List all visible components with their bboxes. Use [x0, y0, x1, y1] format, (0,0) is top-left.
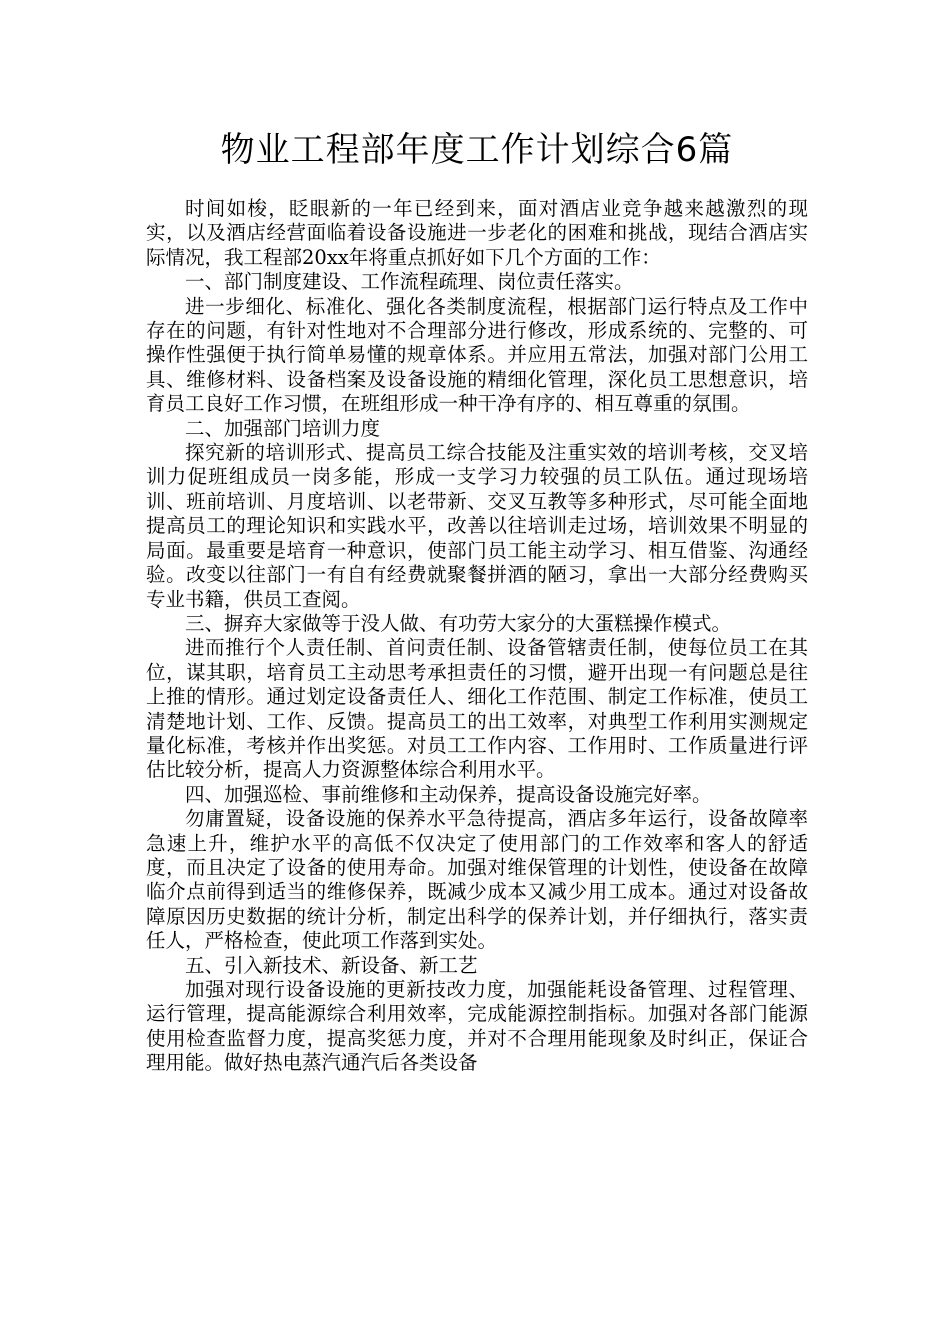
section-heading-4: 四、加强巡检、事前维修和主动保养，提高设备设施完好率。: [185, 782, 712, 806]
paragraph-section-2: 探究新的培训形式、提高员工综合技能及注重实效的培训考核，交叉培训力促班组成员一岗多能，形成一支学习力较强的员工队伍。通过现场培训、班前培训、月度培训、以老带新、交叉互教等多种形式，尽可能全面地提高员工的理论知识和实践水平，改善以往培训走过场，培训效果不明显的局面。最重要是培育一种意识，使部门员工能主动学习、相互借鉴、沟通经验。改变以往部门一有自有经费就聚餐拼酒的陋习，拿出一大部分经费购买专业书籍，供员工查阅。: [146, 441, 808, 611]
section-heading-1: 一、部门制度建设、工作流程疏理、岗位责任落实。: [185, 270, 634, 294]
section-heading-3: 三、摒弃大家做等于没人做、有功劳大家分的大蛋糕操作模式。: [185, 611, 732, 635]
paragraph-section-3: 进而推行个人责任制、首问责任制、设备管辖责任制，使每位员工在其位，谋其职，培育员工主动思考承担责任的习惯，避开出现一有问题总是往上推的情形。通过划定设备责任人、细化工作范围、制定工作标准，使员工清楚地计划、工作、反馈。提高员工的出工效率，对典型工作利用实测规定量化标准，考核并作出奖惩。对员工工作内容、工作用时、工作质量进行评估比较分析，提高人力资源整体综合利用水平。: [146, 636, 808, 782]
paragraph-intro: 时间如梭，眨眼新的一年已经到来，面对酒店业竞争越来越激烈的现实，以及酒店经营面临着设备设施进一步老化的困难和挑战，现结合酒店实际情况，我工程部20xx年将重点抓好如下几个方面的工作：: [146, 197, 808, 269]
document-title: 物业工程部年度工作计划综合6篇: [220, 130, 734, 170]
section-heading-5: 五、引入新技术、新设备、新工艺: [185, 953, 478, 977]
section-heading-2: 二、加强部门培训力度: [185, 416, 381, 440]
paragraph-section-5: 加强对现行设备设施的更新技改力度，加强能耗设备管理、过程管理、运行管理，提高能源综合利用效率，完成能源控制指标。加强对各部门能源使用检查监督力度，提高奖惩力度，并对不合理用能现象及时纠正，保证合理用能。做好热电蒸汽通汽后各类设备: [146, 978, 808, 1075]
paragraph-section-4: 勿庸置疑，设备设施的保养水平急待提高，酒店多年运行，设备故障率急速上升，维护水平的高低不仅决定了使用部门的工作效率和客人的舒适度，而且决定了设备的使用寿命。加强对维保管理的计划性，使设备在故障临介点前得到适当的维修保养，既减少成本又减少用工成本。通过对设备故障原因历史数据的统计分析，制定出科学的保养计划，并仔细执行，落实责任人，严格检查，使此项工作落到实处。: [146, 807, 808, 953]
document-page: [146, 0, 808, 1344]
document-body: [146, 197, 808, 1076]
paragraph-section-1: 进一步细化、标准化、强化各类制度流程，根据部门运行特点及工作中存在的问题，有针对性地对不合理部分进行修改，形成系统的、完整的、可操作性强便于执行简单易懂的规章体系。并应用五常法，加强对部门公用工具、维修材料、设备档案及设备设施的精细化管理，深化员工思想意识，培育员工良好工作习惯，在班组形成一种干净有序的、相互尊重的氛围。: [146, 294, 808, 416]
